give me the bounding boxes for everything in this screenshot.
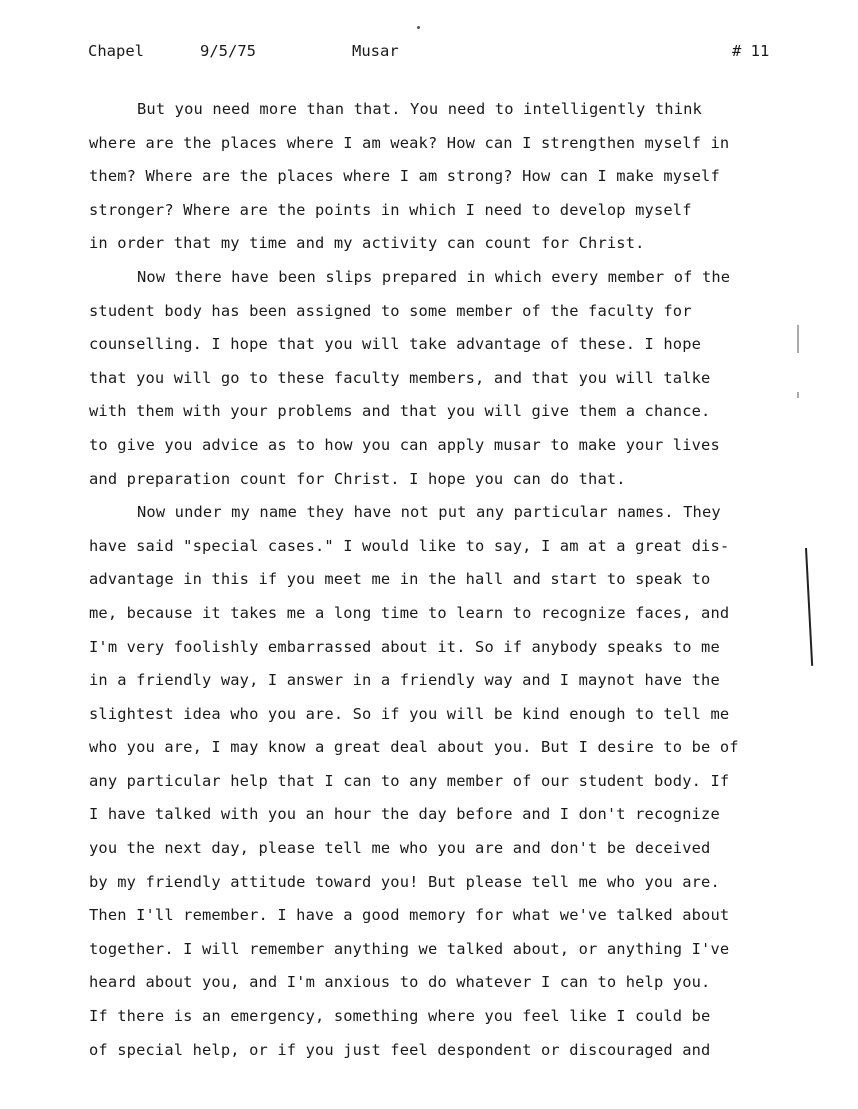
text-line: advantage in this if you meet me in the hall and start to speak to — [89, 570, 711, 589]
body-text — [89, 93, 789, 1067]
margin-mark — [797, 325, 799, 353]
text-line: If there is an emergency, something where you feel like I could be — [89, 1007, 711, 1026]
text-line: of special help, or if you just feel despondent or discouraged and — [89, 1040, 711, 1059]
text-line: Now there have been slips prepared in which every member of the — [137, 267, 731, 286]
text-line: Now under my name they have not put any particular names. They — [137, 503, 721, 522]
header-title: Musar — [352, 42, 399, 60]
text-line: with them with your problems and that you will give them a chance. — [89, 402, 711, 421]
text-line: I'm very foolishly embarrassed about it. So if anybody speaks to me — [89, 637, 720, 656]
page-header — [0, 42, 858, 66]
text-line: any particular help that I can to any member of our student body. If — [89, 771, 730, 790]
text-line: have said "special cases." I would like to say, I am at a great dis- — [89, 536, 730, 555]
text-line: But you need more than that. You need to intelligently think — [137, 100, 702, 118]
text-line: heard about you, and I'm anxious to do whatever I can to help you. — [89, 973, 711, 992]
margin-mark — [797, 392, 799, 398]
margin-bar-mark — [805, 548, 813, 666]
text-line: me, because it takes me a long time to learn to recognize faces, and — [89, 603, 730, 622]
text-line: I have talked with you an hour the day before and I don't recognize — [89, 805, 720, 824]
text-line: that you will go to these faculty members, and that you will talke — [89, 368, 711, 387]
header-page-number: # 11 — [732, 42, 770, 60]
text-line: and preparation count for Christ. I hope you can do that. — [89, 469, 626, 488]
text-line: student body has been assigned to some member of the faculty for — [89, 301, 692, 320]
text-line: them? Where are the places where I am strong? How can I make myself — [89, 167, 720, 186]
header-date: 9/5/75 — [200, 42, 256, 60]
text-line: slightest idea who you are. So if you will be kind enough to tell me — [89, 704, 730, 723]
text-line: stronger? Where are the points in which I need to develop myself — [89, 200, 692, 219]
text-line: you the next day, please tell me who you are and don't be deceived — [89, 839, 711, 858]
header-chapel: Chapel — [88, 42, 144, 60]
text-line: where are the places where I am weak? How can I strengthen myself in — [89, 133, 730, 152]
text-line: by my friendly attitude toward you! But please tell me who you are. — [89, 872, 720, 891]
text-line: in order that my time and my activity can count for Christ. — [89, 234, 645, 253]
text-line: counselling. I hope that you will take advantage of these. I hope — [89, 335, 702, 354]
text-line: Then I'll remember. I have a good memory for what we've talked about — [89, 906, 730, 925]
text-line: in a friendly way, I answer in a friendly way and I maynot have the — [89, 671, 720, 690]
text-line: together. I will remember anything we talked about, or anything I've — [89, 939, 730, 958]
ink-speck — [417, 26, 420, 29]
text-line: to give you advice as to how you can apply musar to make your lives — [89, 435, 720, 454]
text-line: who you are, I may know a great deal about you. But I desire to be of — [89, 738, 739, 757]
